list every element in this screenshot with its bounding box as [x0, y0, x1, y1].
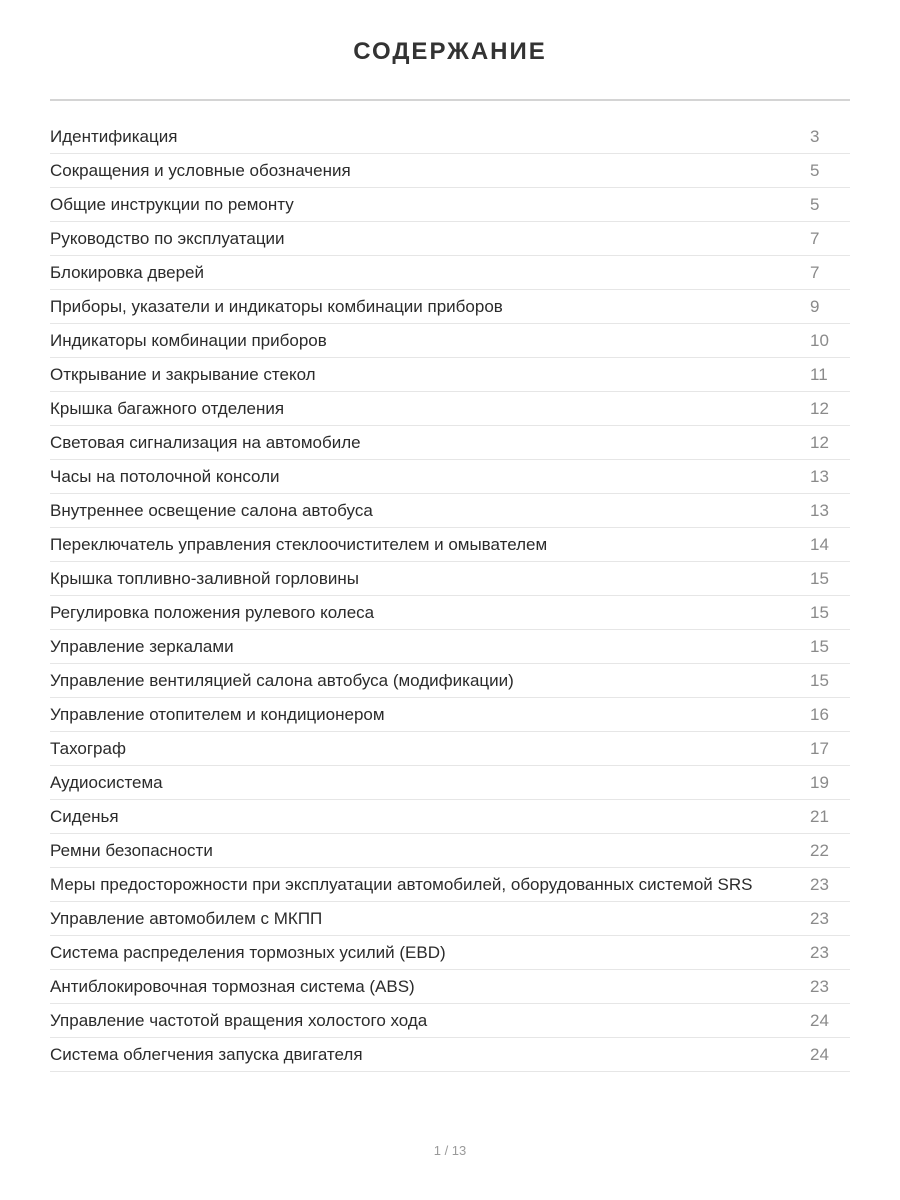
toc-entry-title[interactable]: Световая сигнализация на автомобиле	[50, 432, 361, 452]
toc-entry-title[interactable]: Управление отопителем и кондиционером	[50, 704, 385, 724]
toc-entry[interactable]	[50, 460, 850, 494]
toc-entry-page-number[interactable]: 9	[810, 296, 820, 316]
toc-entry[interactable]	[50, 936, 850, 970]
toc-entry-title[interactable]: Управление вентиляцией салона автобуса (модификации)	[50, 670, 514, 690]
toc-entry-page-number[interactable]: 15	[810, 568, 829, 588]
toc-entry-title[interactable]: Управление частотой вращения холостого хода	[50, 1010, 428, 1030]
toc-entry[interactable]	[50, 1004, 850, 1038]
toc-entry[interactable]	[50, 392, 850, 426]
toc-entry-title[interactable]: Приборы, указатели и индикаторы комбинации приборов	[50, 296, 503, 316]
toc-entry[interactable]	[50, 1038, 850, 1072]
toc-entry-page-number[interactable]: 23	[810, 874, 829, 894]
toc-entry-page-number[interactable]: 15	[810, 636, 829, 656]
toc-entry-page-number[interactable]: 15	[810, 670, 829, 690]
toc-entry[interactable]	[50, 664, 850, 698]
toc-entry-page-number[interactable]: 13	[810, 500, 829, 520]
toc-entry[interactable]	[50, 766, 850, 800]
toc-entry[interactable]	[50, 596, 850, 630]
toc-entry-title[interactable]: Система распределения тормозных усилий (EBD)	[50, 942, 446, 962]
toc-entry-title[interactable]: Регулировка положения рулевого колеса	[50, 602, 375, 622]
toc-entry-title[interactable]: Сиденья	[50, 806, 119, 826]
toc-entry-page-number[interactable]: 11	[810, 364, 828, 384]
toc-entry-title[interactable]: Управление зеркалами	[50, 636, 234, 656]
toc-entry[interactable]	[50, 562, 850, 596]
toc-entry-title[interactable]: Открывание и закрывание стекол	[50, 364, 316, 384]
toc-entry-title[interactable]: Идентификация	[50, 126, 178, 146]
toc-entry-title[interactable]: Общие инструкции по ремонту	[50, 194, 294, 214]
toc-entry-title[interactable]: Блокировка дверей	[50, 262, 205, 282]
toc-entry-title[interactable]: Индикаторы комбинации приборов	[50, 330, 327, 350]
toc-entry[interactable]	[50, 494, 850, 528]
toc-entry-page-number[interactable]: 23	[810, 976, 829, 996]
toc-entry[interactable]	[50, 902, 850, 936]
toc-entry[interactable]	[50, 868, 850, 902]
toc-entry[interactable]	[50, 358, 850, 392]
toc-entry-page-number[interactable]: 14	[810, 534, 829, 554]
toc-entry-title[interactable]: Меры предосторожности при эксплуатации автомобилей, оборудованных системой SRS	[50, 874, 753, 894]
toc-entry-page-number[interactable]: 15	[810, 602, 829, 622]
page-number-indicator: 1 / 13	[433, 1143, 467, 1158]
toc-entry-page-number[interactable]: 23	[810, 942, 829, 962]
toc-entry-title[interactable]: Антиблокировочная тормозная система (ABS)	[50, 976, 415, 996]
toc-entry-page-number[interactable]: 12	[810, 398, 829, 418]
toc-entry-page-number[interactable]: 24	[810, 1010, 829, 1030]
toc-entry-page-number[interactable]: 13	[810, 466, 829, 486]
toc-entry[interactable]	[50, 154, 850, 188]
toc-entry[interactable]	[50, 732, 850, 766]
toc-entry[interactable]	[50, 800, 850, 834]
toc-entry-page-number[interactable]: 3	[810, 126, 820, 146]
toc-entry[interactable]	[50, 256, 850, 290]
toc-entry-title[interactable]: Тахограф	[50, 738, 126, 758]
title-divider	[50, 99, 850, 101]
toc-entry-title[interactable]: Система облегчения запуска двигателя	[50, 1044, 363, 1064]
toc-entry-title[interactable]: Руководство по эксплуатации	[50, 228, 285, 248]
table-of-contents	[50, 120, 850, 1072]
toc-entry[interactable]	[50, 188, 850, 222]
toc-entry-title[interactable]: Управление автомобилем с МКПП	[50, 908, 323, 928]
toc-entry-title[interactable]: Внутреннее освещение салона автобуса	[50, 500, 373, 520]
toc-entry-title[interactable]: Крышка топливно-заливной горловины	[50, 568, 360, 588]
toc-entry-page-number[interactable]: 16	[810, 704, 829, 724]
toc-entry[interactable]	[50, 426, 850, 460]
toc-entry-page-number[interactable]: 23	[810, 908, 829, 928]
toc-entry-title[interactable]: Сокращения и условные обозначения	[50, 160, 351, 180]
toc-entry[interactable]	[50, 970, 850, 1004]
toc-entry[interactable]	[50, 834, 850, 868]
toc-entry-page-number[interactable]: 24	[810, 1044, 829, 1064]
toc-entry-page-number[interactable]: 21	[810, 806, 829, 826]
toc-entry-page-number[interactable]: 19	[810, 772, 829, 792]
toc-entry[interactable]	[50, 120, 850, 154]
toc-entry-page-number[interactable]: 22	[810, 840, 829, 860]
toc-entry-title[interactable]: Часы на потолочной консоли	[50, 466, 280, 486]
toc-entry-page-number[interactable]: 17	[810, 738, 829, 758]
toc-entry-page-number[interactable]: 5	[810, 160, 820, 180]
toc-entry-page-number[interactable]: 10	[810, 330, 829, 350]
toc-entry-page-number[interactable]: 7	[810, 228, 820, 248]
toc-entry-title[interactable]: Аудиосистема	[50, 772, 163, 792]
toc-entry[interactable]	[50, 630, 850, 664]
toc-entry-page-number[interactable]: 7	[810, 262, 820, 282]
toc-entry[interactable]	[50, 290, 850, 324]
toc-entry-title[interactable]: Переключатель управления стеклоочистителем и омывателем	[50, 534, 548, 554]
toc-entry[interactable]	[50, 528, 850, 562]
toc-entry-title[interactable]: Крышка багажного отделения	[50, 398, 285, 418]
page-title: СОДЕРЖАНИЕ	[353, 38, 547, 65]
toc-entry[interactable]	[50, 698, 850, 732]
toc-entry-page-number[interactable]: 5	[810, 194, 820, 214]
toc-entry[interactable]	[50, 324, 850, 358]
toc-entry[interactable]	[50, 222, 850, 256]
toc-entry-title[interactable]: Ремни безопасности	[50, 840, 213, 860]
toc-entry-page-number[interactable]: 12	[810, 432, 829, 452]
